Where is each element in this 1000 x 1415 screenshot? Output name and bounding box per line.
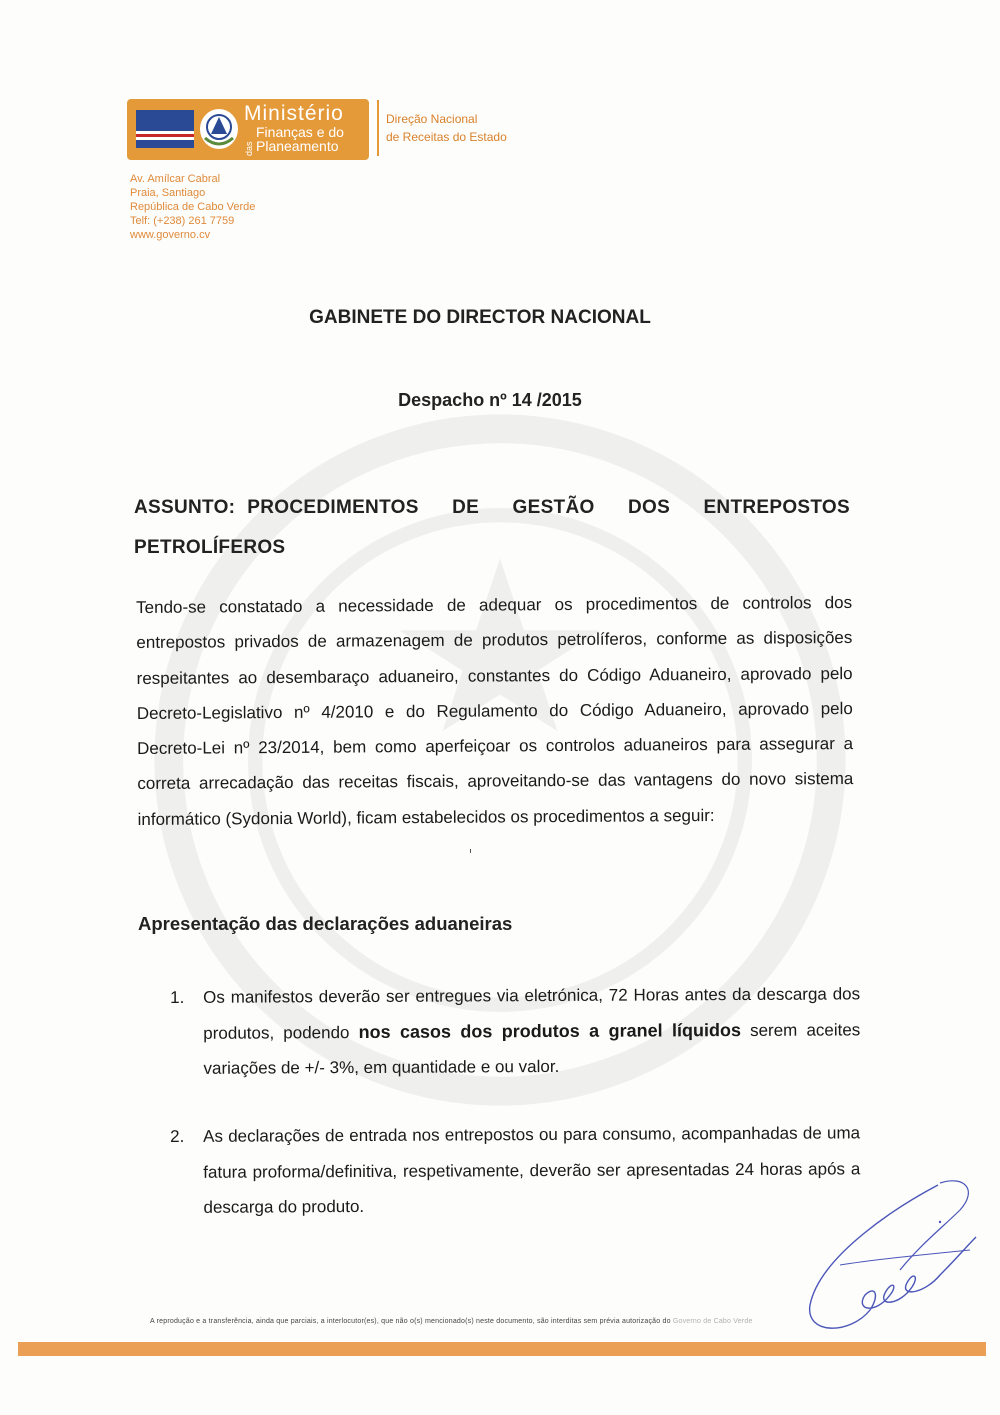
address-city: Praia, Santiago [130,187,206,199]
direction-name [386,110,507,146]
logo-divider [377,100,379,156]
list-item-number: 1. [170,987,185,1007]
address-website: www.governo.cv [130,229,211,241]
list-item-text: As declarações de entrada nos entrepostos ou para consumo, acompanhadas de uma fatura proforma/definitiva, respetivamente, deverão ser apresentadas 24 horas após a descarga do produto. [203,1123,861,1217]
national-emblem-icon [199,108,239,150]
intro-paragraph: Tendo-se constatado a necessidade de adequar os procedimentos de controlos dos entrepostos privados de armazenagem de produtos petrolíferos, conforme as disposições respeitantes ao desembaraço aduaneiro, constantes do Código Aduaneiro, aprovado pelo Decreto-Legislativo nº 4/2010 e do Regulamento do Código Aduaneiro, aprovado pelo Decreto-Lei nº 23/2014, bem como aperfeiçoar os controlos aduaneiros para assegurar a correta arrecadação das receitas fiscais, aproveitando-se das vantagens do novo sistema informático (Sydonia World), ficam estabelecidos os procedimentos a seguir: [136,593,854,829]
address-block [130,172,255,242]
direction-line1: Direção Nacional [386,112,478,126]
subject-label: ASSUNTO: [134,497,236,518]
footer-notice-text: A reprodução e a transferência, ainda que parciais, a interlocutor(es), que não o(s) mencionado(s) neste documento, são interditas sem prévia autorização do [150,1318,671,1325]
ministry-title: Ministério [244,102,344,125]
subject-line [134,488,850,568]
ministry-line1: Finanças e do [256,124,344,140]
address-street: Av. Amílcar Cabral [130,173,221,185]
direction-line2: de Receitas do Estado [386,130,507,144]
list-item-emphasis: nos casos dos produtos a granel líquidos [358,1019,742,1042]
subject-text: PROCEDIMENTOS DE GESTÃO DOS ENTREPOSTOS PETROLÍFEROS [134,497,850,558]
cabinet-title: GABINETE DO DIRECTOR NACIONAL [309,307,651,328]
scan-mark [470,849,471,853]
section-heading: Apresentação das declarações aduaneiras [138,913,513,934]
despacho-number: Despacho nº 14 /2015 [398,390,582,410]
list-item [170,1115,861,1225]
address-country: República de Cabo Verde [130,201,256,213]
address-phone: Telf: (+238) 261 7759 [130,215,235,227]
ministry-line2: Planeamento [256,138,339,154]
cape-verde-flag-icon [136,110,194,148]
list-item-text: Os manifestos deverão ser entregues via eletrónica, 72 Horas antes da descarga dos produtos, podendo nos casos dos produtos a granel líquidos serem aceites variações de +/- 3%, em quantidade e ou valor. [203,984,861,1078]
signature [780,1175,980,1340]
list-item-number: 2. [170,1126,185,1146]
footer-notice-end: Governo de Cabo Verde [672,1318,753,1325]
footer-notice [150,1318,753,1325]
ministry-das: das [244,141,254,156]
list-item [170,976,861,1086]
footer-bar [18,1342,986,1356]
